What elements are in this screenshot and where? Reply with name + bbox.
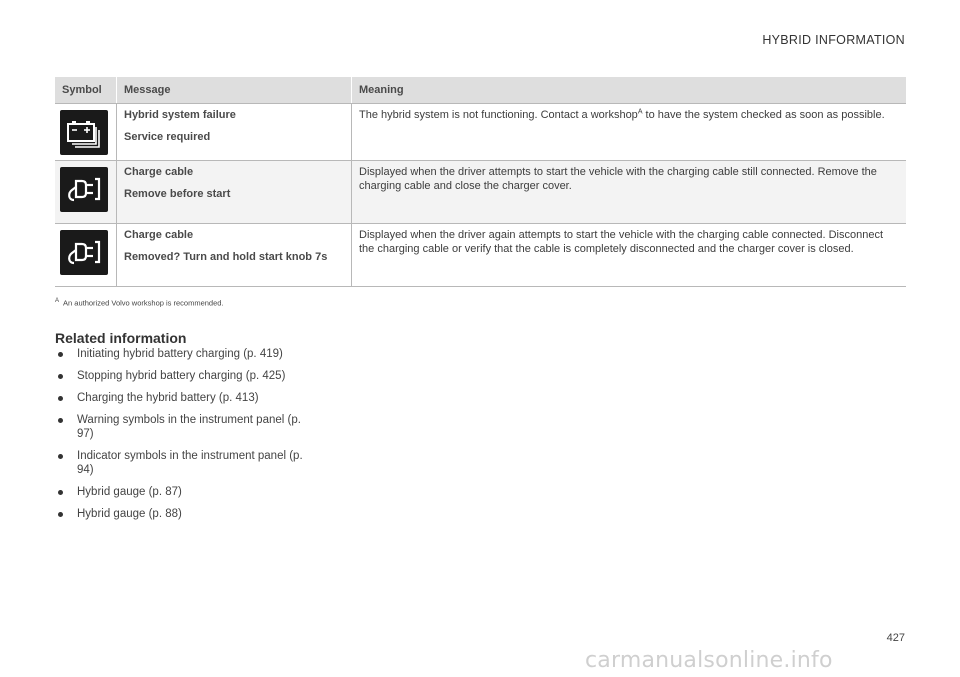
message-subtitle: Service required [124,131,211,143]
section-title: HYBRID INFORMATION [762,33,905,47]
related-link[interactable]: Stopping hybrid battery charging (p. 425) [55,369,315,383]
column-header-message: Message [117,77,352,104]
message-subtitle: Remove before start [124,188,231,200]
meaning-cell: Displayed when the driver attempts to start the vehicle with the charging cable still connected. Remove the charging cable and close the charger cover. [352,161,907,224]
message-title: Hybrid system failure [124,109,236,121]
related-link[interactable]: Warning symbols in the instrument panel (p. 97) [55,413,315,441]
meaning-text: The hybrid system is not functioning. Contact a workshop [359,109,638,121]
related-link[interactable]: Initiating hybrid battery charging (p. 419) [55,347,315,361]
symbol-message-table [55,77,906,287]
meaning-cell: Displayed when the driver again attempts to start the vehicle with the charging cable connected. Disconnect the charging cable or verify that the cable is completely disconnected and the charger cover is closed. [352,224,907,287]
charge-cable-icon [60,167,108,212]
battery-warning-icon [60,110,108,155]
related-information-list [55,347,315,529]
meaning-cell [352,104,907,161]
related-link[interactable]: Charging the hybrid battery (p. 413) [55,391,315,405]
message-cell [117,104,352,161]
footnote-text: An authorized Volvo workshop is recommended. [63,298,224,308]
table-row [55,161,906,224]
message-cell [117,161,352,224]
watermark: carmanualsonline.info [585,648,833,673]
related-link[interactable]: Hybrid gauge (p. 87) [55,485,315,499]
related-link[interactable]: Indicator symbols in the instrument panel (p. 94) [55,449,315,477]
symbol-cell [55,104,117,161]
footnote-marker: A [637,108,643,116]
symbol-cell [55,224,117,287]
table-footnote [55,298,224,308]
message-cell [117,224,352,287]
charge-cable-icon [60,230,108,275]
meaning-text-cont: to have the system checked as soon as possible. [642,109,885,121]
related-link[interactable]: Hybrid gauge (p. 88) [55,507,315,521]
footnote-mark: A [55,298,60,304]
message-title: Charge cable [124,229,194,241]
symbol-cell [55,161,117,224]
column-header-symbol: Symbol [55,77,117,104]
column-header-meaning: Meaning [352,77,907,104]
table-row [55,104,906,161]
table-header-row [55,77,906,104]
table-row [55,224,906,287]
related-information-heading: Related information [55,330,187,346]
message-subtitle: Removed? Turn and hold start knob 7s [124,251,328,263]
page-number: 427 [886,632,905,644]
message-title: Charge cable [124,166,194,178]
